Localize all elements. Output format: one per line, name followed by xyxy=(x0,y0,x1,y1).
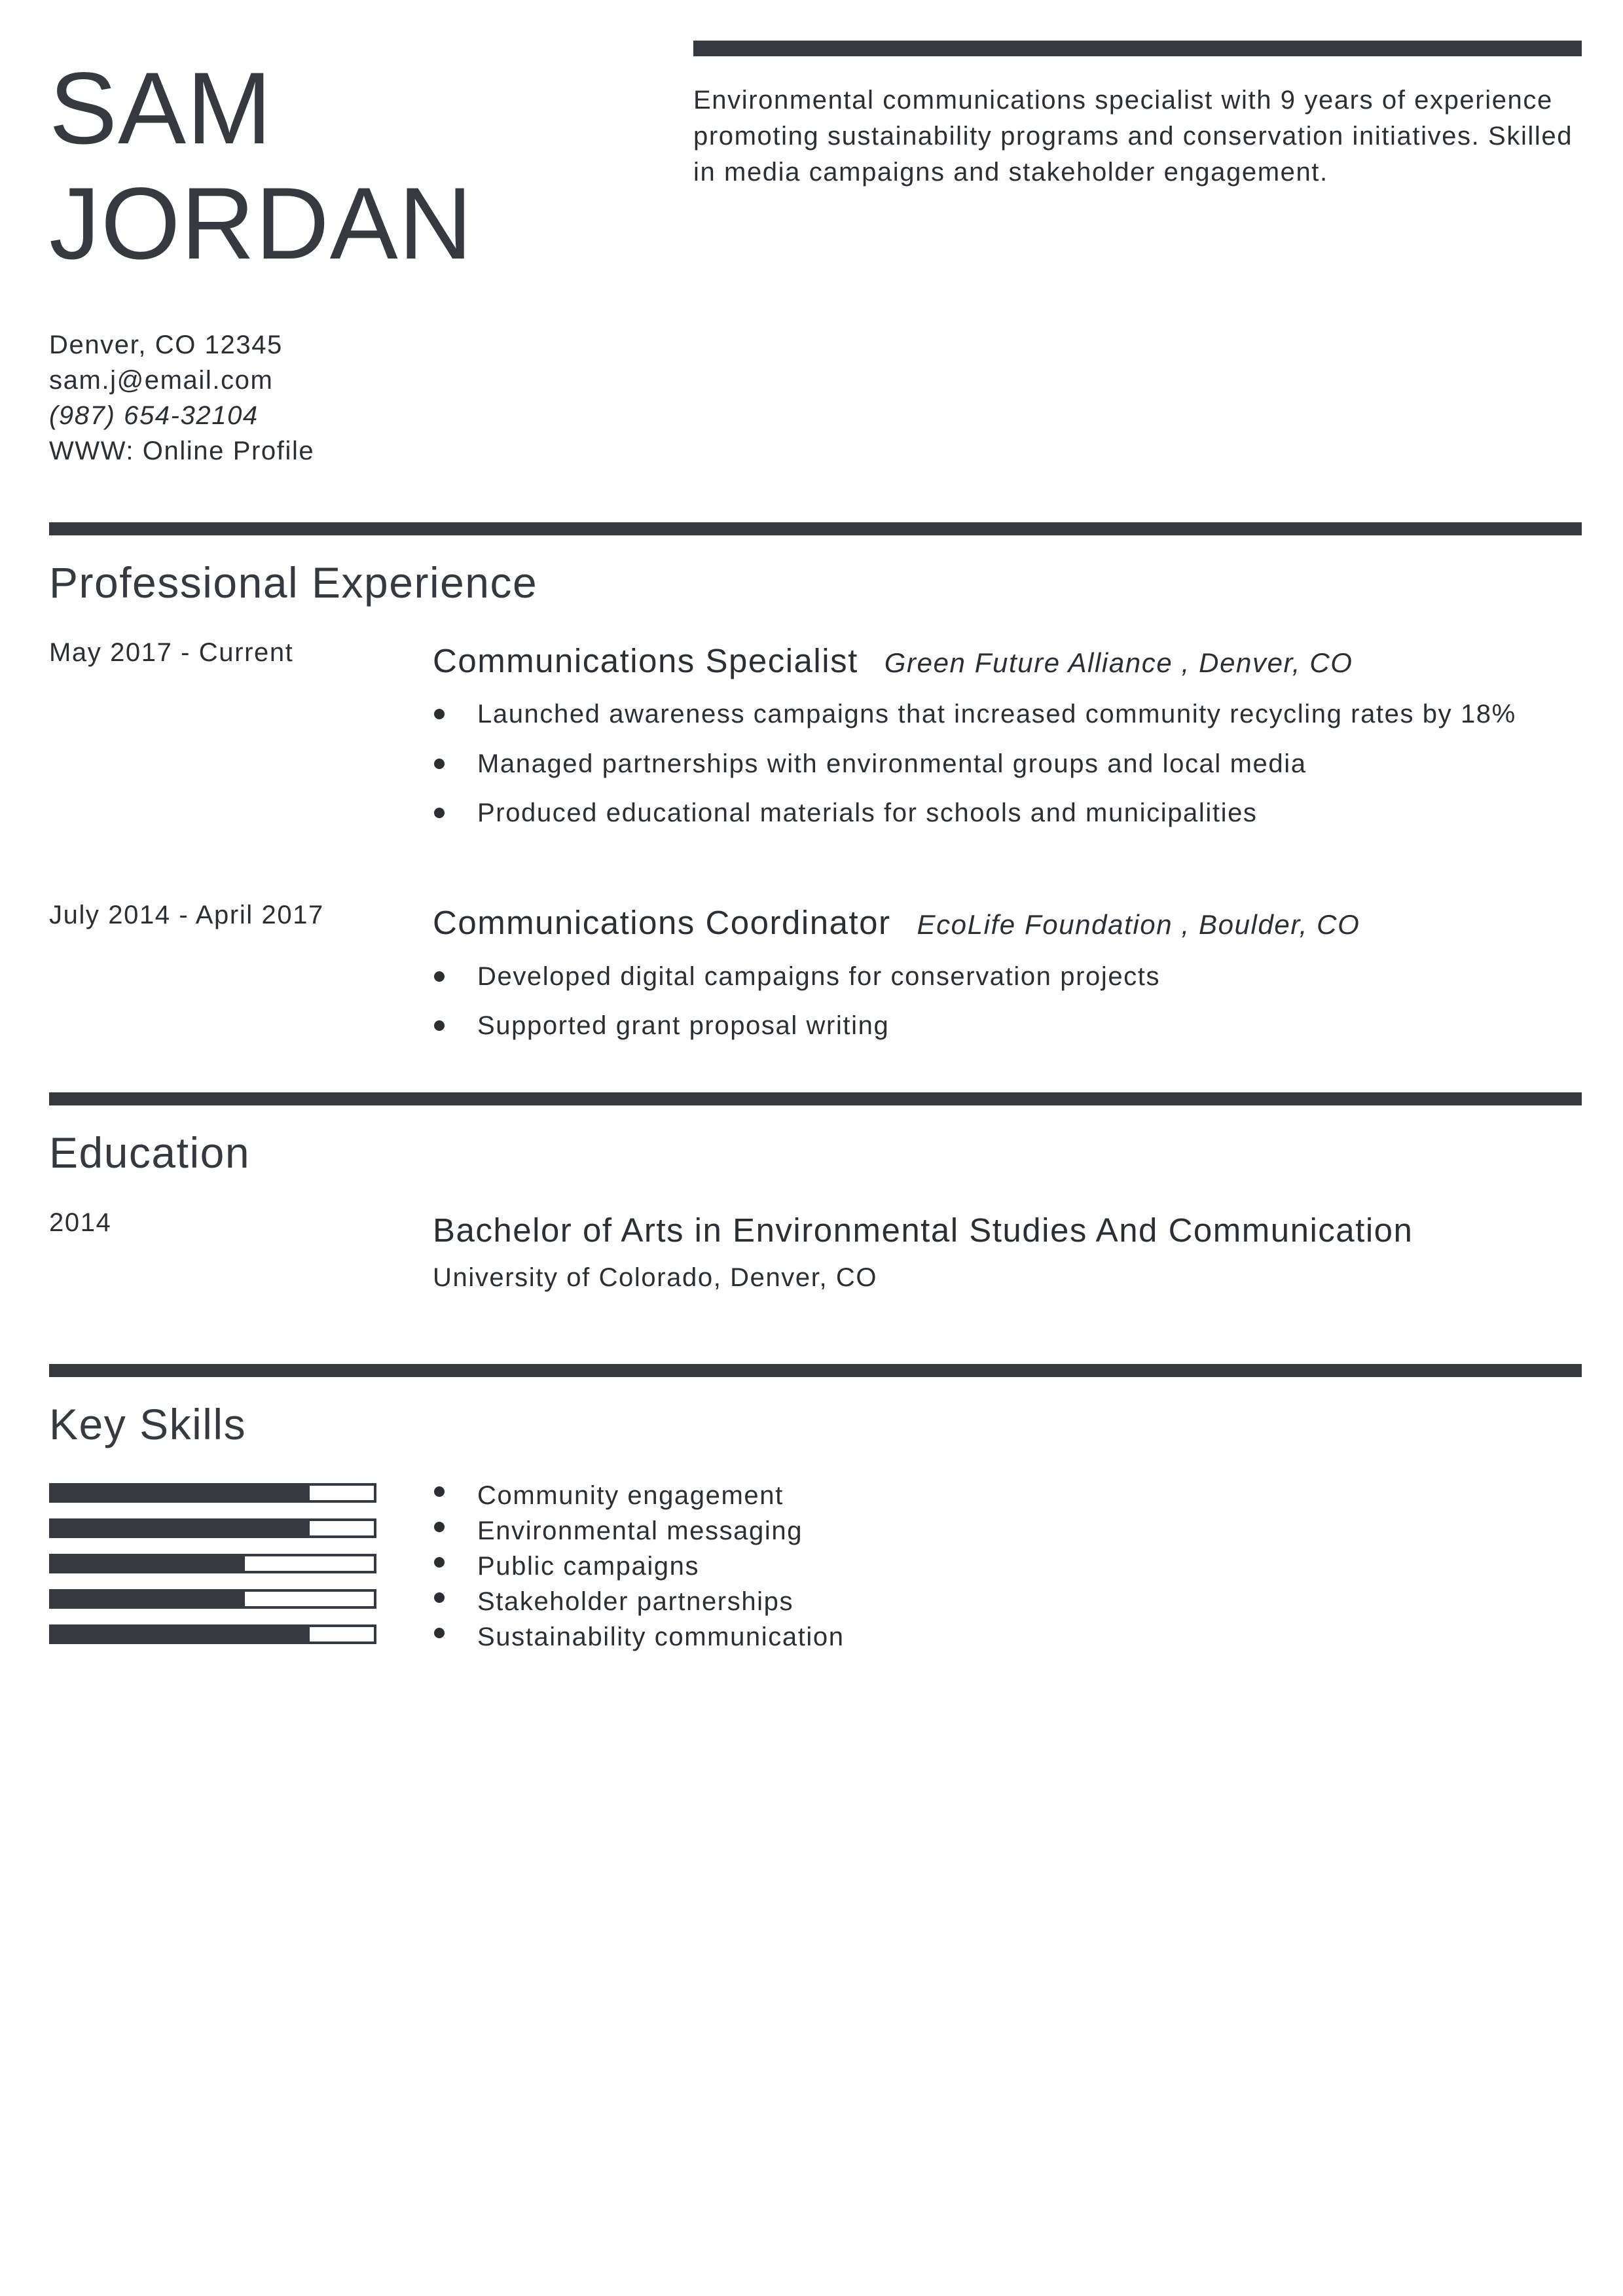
skill-item: Public campaigns xyxy=(433,1549,845,1584)
skill-level-fill xyxy=(52,1556,245,1571)
job-organization: Green Future Alliance , Denver, CO xyxy=(884,647,1353,678)
header-rule xyxy=(693,41,1582,56)
skill-level-bar xyxy=(49,1518,376,1538)
first-name: SAM xyxy=(49,52,273,166)
job-dates: May 2017 - Current xyxy=(49,638,294,667)
job-bullet: Managed partnerships with environmental groups and local media xyxy=(433,746,1582,781)
contact-email: sam.j@email.com xyxy=(49,366,274,395)
last-name: JORDAN xyxy=(49,167,473,281)
education-year: 2014 xyxy=(49,1208,112,1237)
skill-level-bar xyxy=(49,1483,376,1503)
skills-rule xyxy=(49,1364,1582,1377)
contact-phone: (987) 654-32104 xyxy=(49,401,259,430)
job-bullet: Produced educational materials for schools and municipalities xyxy=(433,795,1582,831)
skill-level-bar xyxy=(49,1554,376,1573)
job-bullets xyxy=(433,696,1582,831)
job-organization: EcoLife Foundation , Boulder, CO xyxy=(917,909,1360,940)
skill-level-fill xyxy=(52,1521,310,1535)
education-school: University of Colorado, Denver, CO xyxy=(433,1263,878,1292)
job-bullet: Launched awareness campaigns that increased community recycling rates by 18% xyxy=(433,696,1582,732)
job-dates: July 2014 - April 2017 xyxy=(49,901,324,929)
skill-item: Community engagement xyxy=(433,1478,845,1513)
skill-level-fill xyxy=(52,1592,245,1606)
skill-level-bar xyxy=(49,1589,376,1609)
skill-item: Environmental messaging xyxy=(433,1513,845,1549)
summary: Environmental communications specialist with 9 years of experience promoting sustainability programs and conservation initiatives. Skilled in media campaigns and stakeholder engagement. xyxy=(693,86,1573,187)
job-title: Communications Coordinator xyxy=(433,904,891,941)
job-bullet: Developed digital campaigns for conservation projects xyxy=(433,959,1582,994)
job-header xyxy=(433,644,1353,677)
job-bullets xyxy=(433,959,1582,1043)
education-heading: Education xyxy=(49,1128,251,1177)
skill-item: Sustainability communication xyxy=(433,1619,845,1655)
experience-rule xyxy=(49,522,1582,535)
contact-address: Denver, CO 12345 xyxy=(49,331,283,359)
experience-heading: Professional Experience xyxy=(49,558,538,607)
skill-level-fill xyxy=(52,1486,310,1500)
job-title: Communications Specialist xyxy=(433,642,858,679)
skill-level-bar xyxy=(49,1624,376,1644)
skills-list xyxy=(433,1478,845,1655)
job-bullet: Supported grant proposal writing xyxy=(433,1008,1582,1043)
education-rule xyxy=(49,1092,1582,1105)
contact-website: WWW: Online Profile xyxy=(49,437,315,465)
skill-level-fill xyxy=(52,1627,310,1641)
skill-item: Stakeholder partnerships xyxy=(433,1584,845,1619)
job-header xyxy=(433,906,1360,939)
skills-heading: Key Skills xyxy=(49,1400,247,1448)
education-degree: Bachelor of Arts in Environmental Studies And Communication xyxy=(433,1211,1413,1249)
